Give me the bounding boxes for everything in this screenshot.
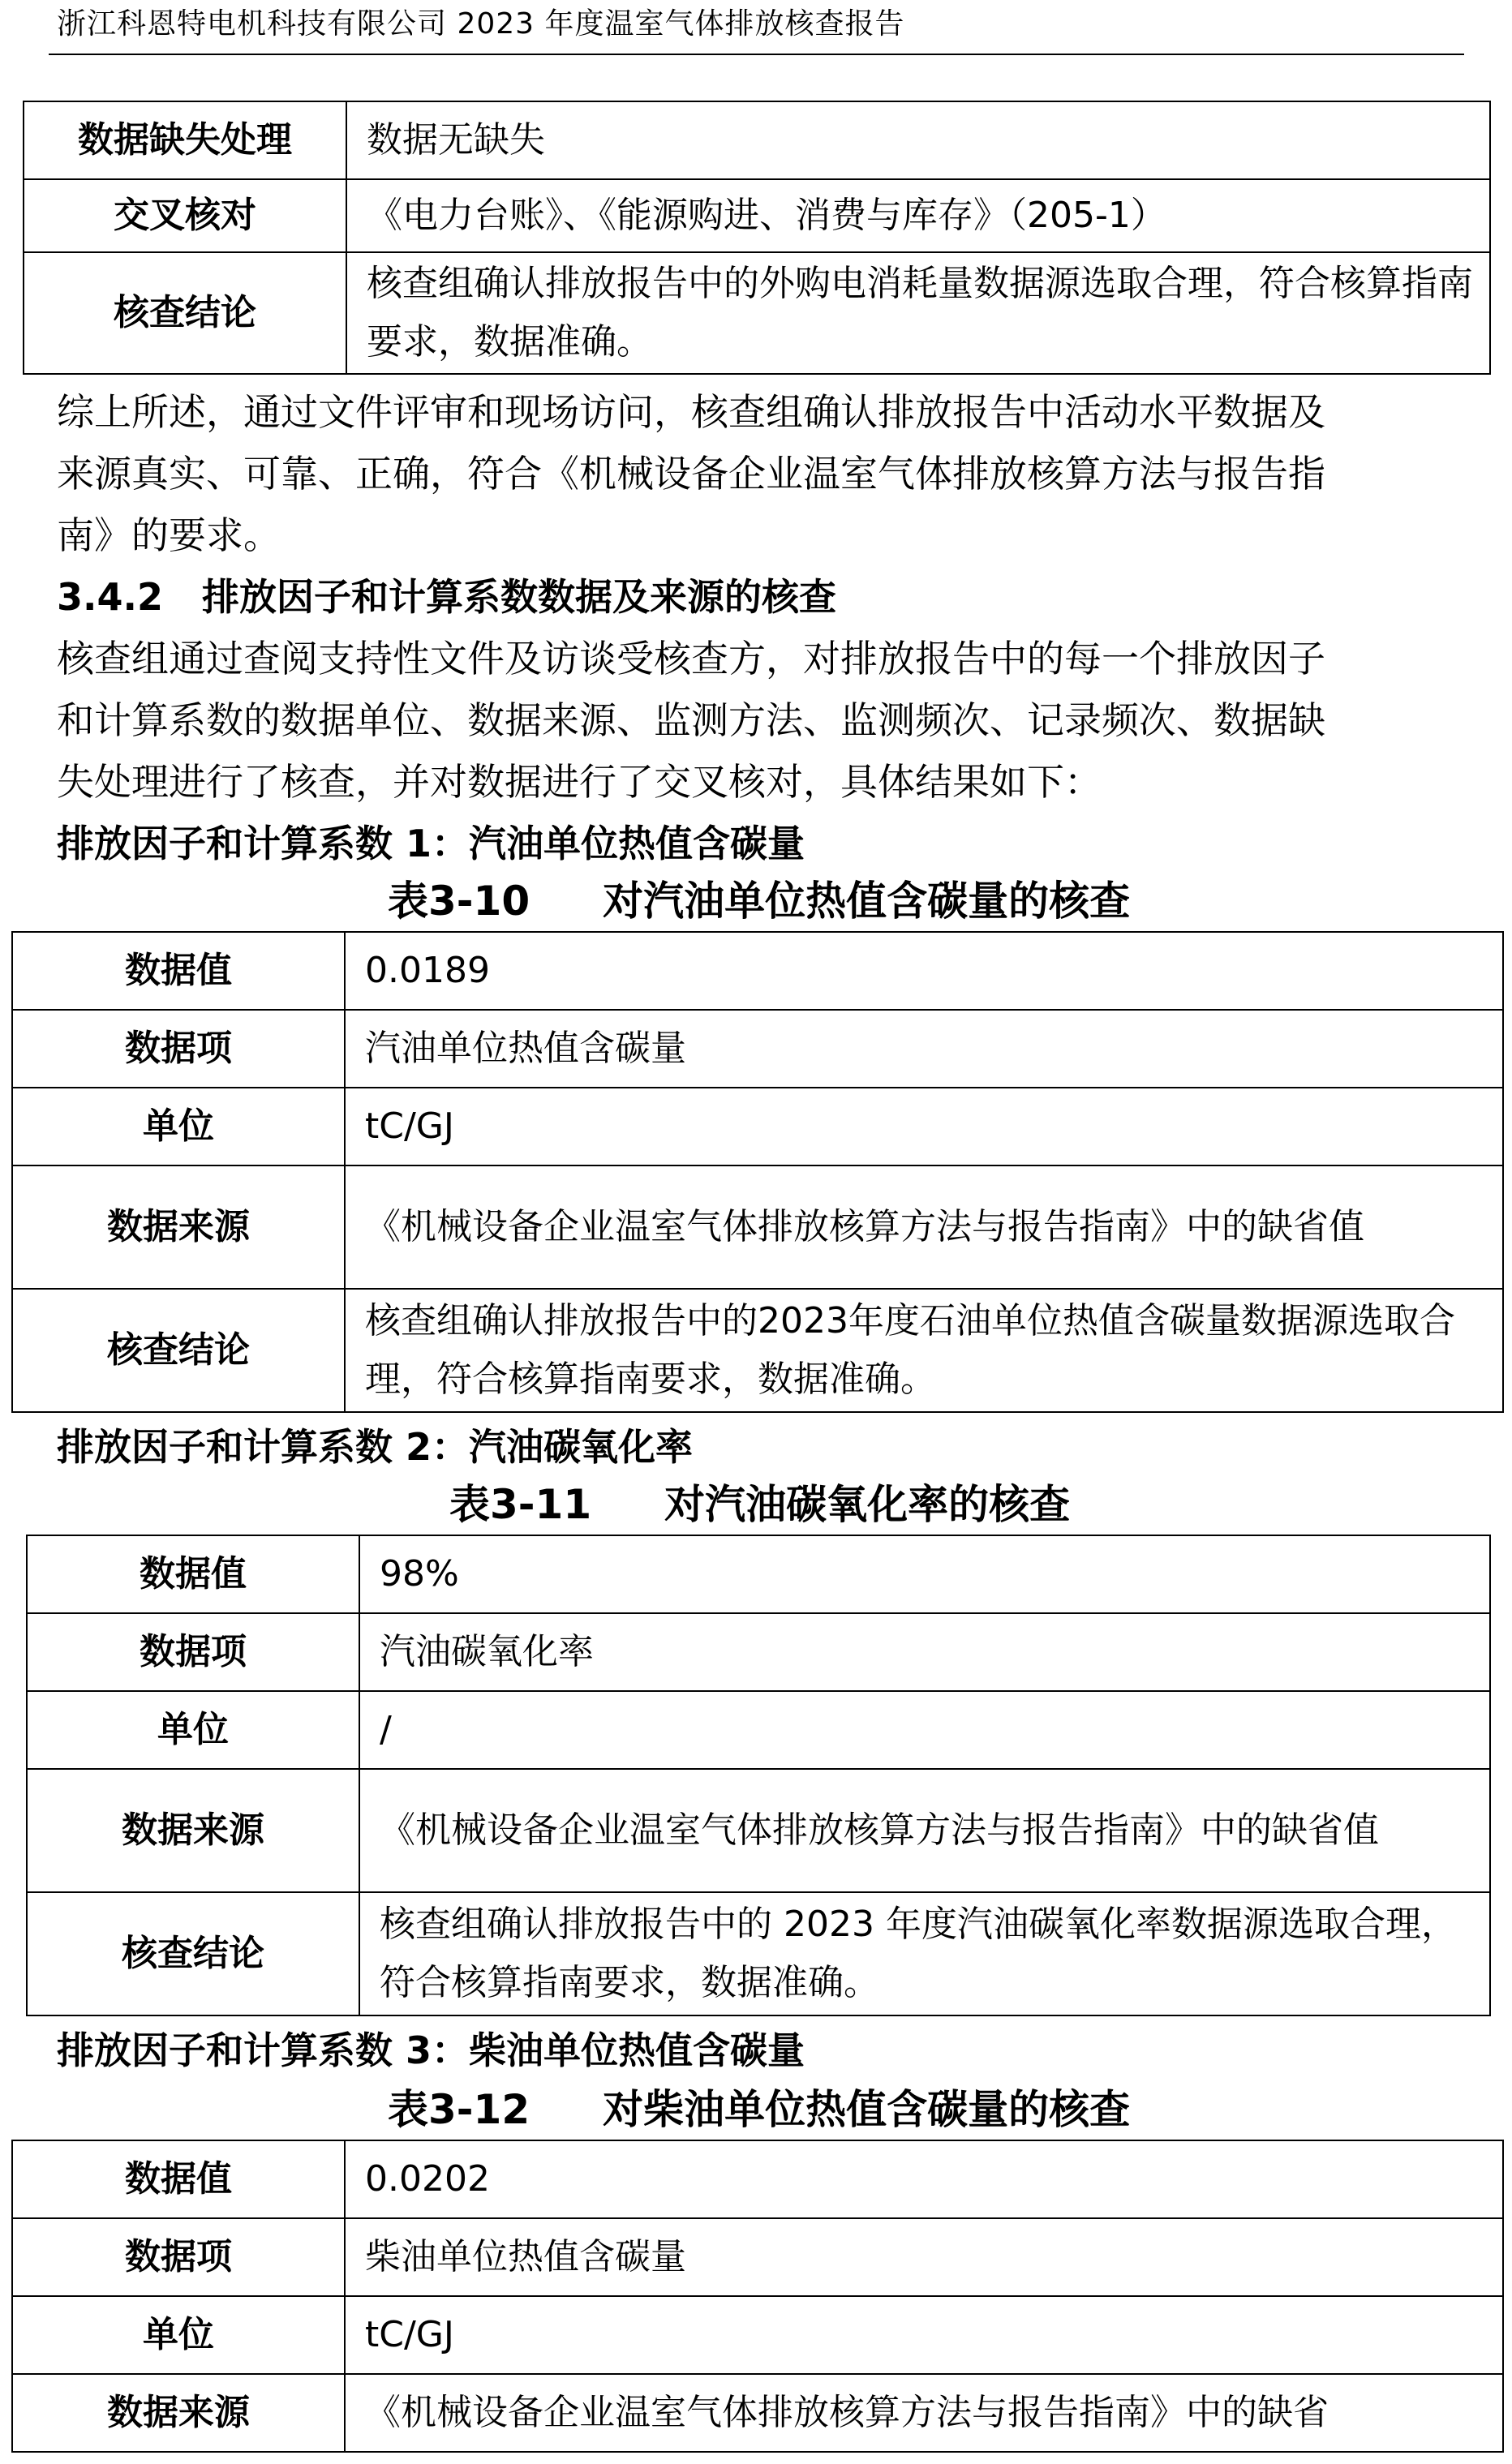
intro-line: 核查组通过查阅支持性文件及访谈受核查方，对排放报告中的每一个排放因子: [57, 637, 1325, 680]
table-row: [27, 1691, 1490, 1769]
factor-heading: 排放因子和计算系数 3：柴油单位热值含碳量: [57, 2028, 805, 2072]
row-value: 《电力台账》、《能源购进、消费与库存》（205-1）: [346, 179, 1490, 252]
table-row: [27, 1535, 1490, 1613]
caption-number: 表3-10: [388, 878, 530, 925]
row-value: 核查组确认排放报告中的 2023 年度汽油碳氧化率数据源选取合理，符合核算指南要求，数据准确。: [359, 1892, 1490, 2015]
row-label: 数据值: [12, 932, 345, 1010]
row-value: 汽油碳氧化率: [359, 1613, 1490, 1691]
row-label: 交叉核对: [24, 179, 346, 252]
table-row: [12, 2140, 1503, 2218]
factor-heading: 排放因子和计算系数 1：汽油单位热值含碳量: [57, 822, 805, 865]
table-row: [12, 1289, 1503, 1412]
table-row: [27, 1892, 1490, 2015]
section-heading: [57, 566, 836, 628]
table-row: [12, 1010, 1503, 1088]
table-row: [24, 101, 1490, 179]
table-row: [24, 179, 1490, 252]
table-row: [12, 1165, 1503, 1289]
row-label: 数据来源: [12, 1165, 345, 1289]
header-divider: [49, 54, 1464, 55]
caption-number: 表3-11: [449, 1481, 592, 1528]
row-value: tC/GJ: [345, 2296, 1503, 2374]
table-row: [27, 1613, 1490, 1691]
section-title: 排放因子和计算系数数据及来源的核查: [202, 575, 837, 619]
row-value: 核查组确认排放报告中的2023年度石油单位热值含碳量数据源选取合理，符合核算指南要求，数据准确。: [345, 1289, 1503, 1412]
row-label: 单位: [12, 2296, 345, 2374]
row-value: 98%: [359, 1535, 1490, 1613]
row-value: 0.0189: [345, 932, 1503, 1010]
row-value: 汽油单位热值含碳量: [345, 1010, 1503, 1088]
caption-title: 对柴油单位热值含碳量的核查: [603, 2086, 1131, 2133]
summary-line: 南》的要求。: [57, 513, 281, 557]
summary-line: 来源真实、可靠、正确，符合《机械设备企业温室气体排放核算方法与报告指: [57, 452, 1325, 496]
table-caption: [388, 2081, 1130, 2138]
summary-line: 综上所述，通过文件评审和现场访问，核查组确认排放报告中活动水平数据及: [57, 390, 1325, 434]
row-label: 数据值: [27, 1535, 359, 1613]
table-row: [12, 2218, 1503, 2296]
table-row: [27, 1769, 1490, 1892]
table-gasoline-oxidation-rate: [26, 1535, 1491, 2016]
caption-number: 表3-12: [388, 2086, 530, 2133]
row-label: 单位: [12, 1088, 345, 1165]
intro-line: 失处理进行了核查，并对数据进行了交叉核对，具体结果如下：: [57, 760, 1102, 804]
row-value: 数据无缺失: [346, 101, 1490, 179]
row-value: 核查组确认排放报告中的外购电消耗量数据源选取合理，符合核算指南要求，数据准确。: [346, 252, 1490, 374]
row-label: 核查结论: [27, 1892, 359, 2015]
table-row: [24, 252, 1490, 374]
row-label: 数据来源: [12, 2374, 345, 2452]
row-label: 数据值: [12, 2140, 345, 2218]
factor-heading: 排放因子和计算系数 2：汽油碳氧化率: [57, 1425, 694, 1469]
row-label: 数据项: [12, 2218, 345, 2296]
section-number: 3.4.2: [57, 575, 163, 619]
row-label: 数据项: [27, 1613, 359, 1691]
caption-title: 对汽油碳氧化率的核查: [664, 1481, 1071, 1528]
intro-line: 和计算系数的数据单位、数据来源、监测方法、监测频次、记录频次、数据缺: [57, 698, 1325, 742]
table-row: [12, 2374, 1503, 2452]
table-caption: [388, 873, 1130, 929]
row-value: 《机械设备企业温室气体排放核算方法与报告指南》中的缺省值: [359, 1769, 1490, 1892]
row-value: 《机械设备企业温室气体排放核算方法与报告指南》中的缺省: [345, 2374, 1503, 2452]
row-label: 数据项: [12, 1010, 345, 1088]
row-value: /: [359, 1691, 1490, 1769]
row-label: 核查结论: [24, 252, 346, 374]
table-row: [12, 2296, 1503, 2374]
row-label: 数据缺失处理: [24, 101, 346, 179]
table-electricity-check: [23, 101, 1491, 375]
row-value: 0.0202: [345, 2140, 1503, 2218]
row-label: 数据来源: [27, 1769, 359, 1892]
row-value: 《机械设备企业温室气体排放核算方法与报告指南》中的缺省值: [345, 1165, 1503, 1289]
row-value: tC/GJ: [345, 1088, 1503, 1165]
row-label: 核查结论: [12, 1289, 345, 1412]
table-diesel-carbon-content: [11, 2140, 1504, 2453]
row-value: 柴油单位热值含碳量: [345, 2218, 1503, 2296]
table-gasoline-carbon-content: [11, 931, 1504, 1413]
table-caption: [449, 1476, 1070, 1533]
page-header-title: 浙江科恩特电机科技有限公司 2023 年度温室气体排放核查报告: [57, 7, 905, 41]
table-row: [12, 1088, 1503, 1165]
caption-title: 对汽油单位热值含碳量的核查: [603, 878, 1131, 925]
row-label: 单位: [27, 1691, 359, 1769]
table-row: [12, 932, 1503, 1010]
